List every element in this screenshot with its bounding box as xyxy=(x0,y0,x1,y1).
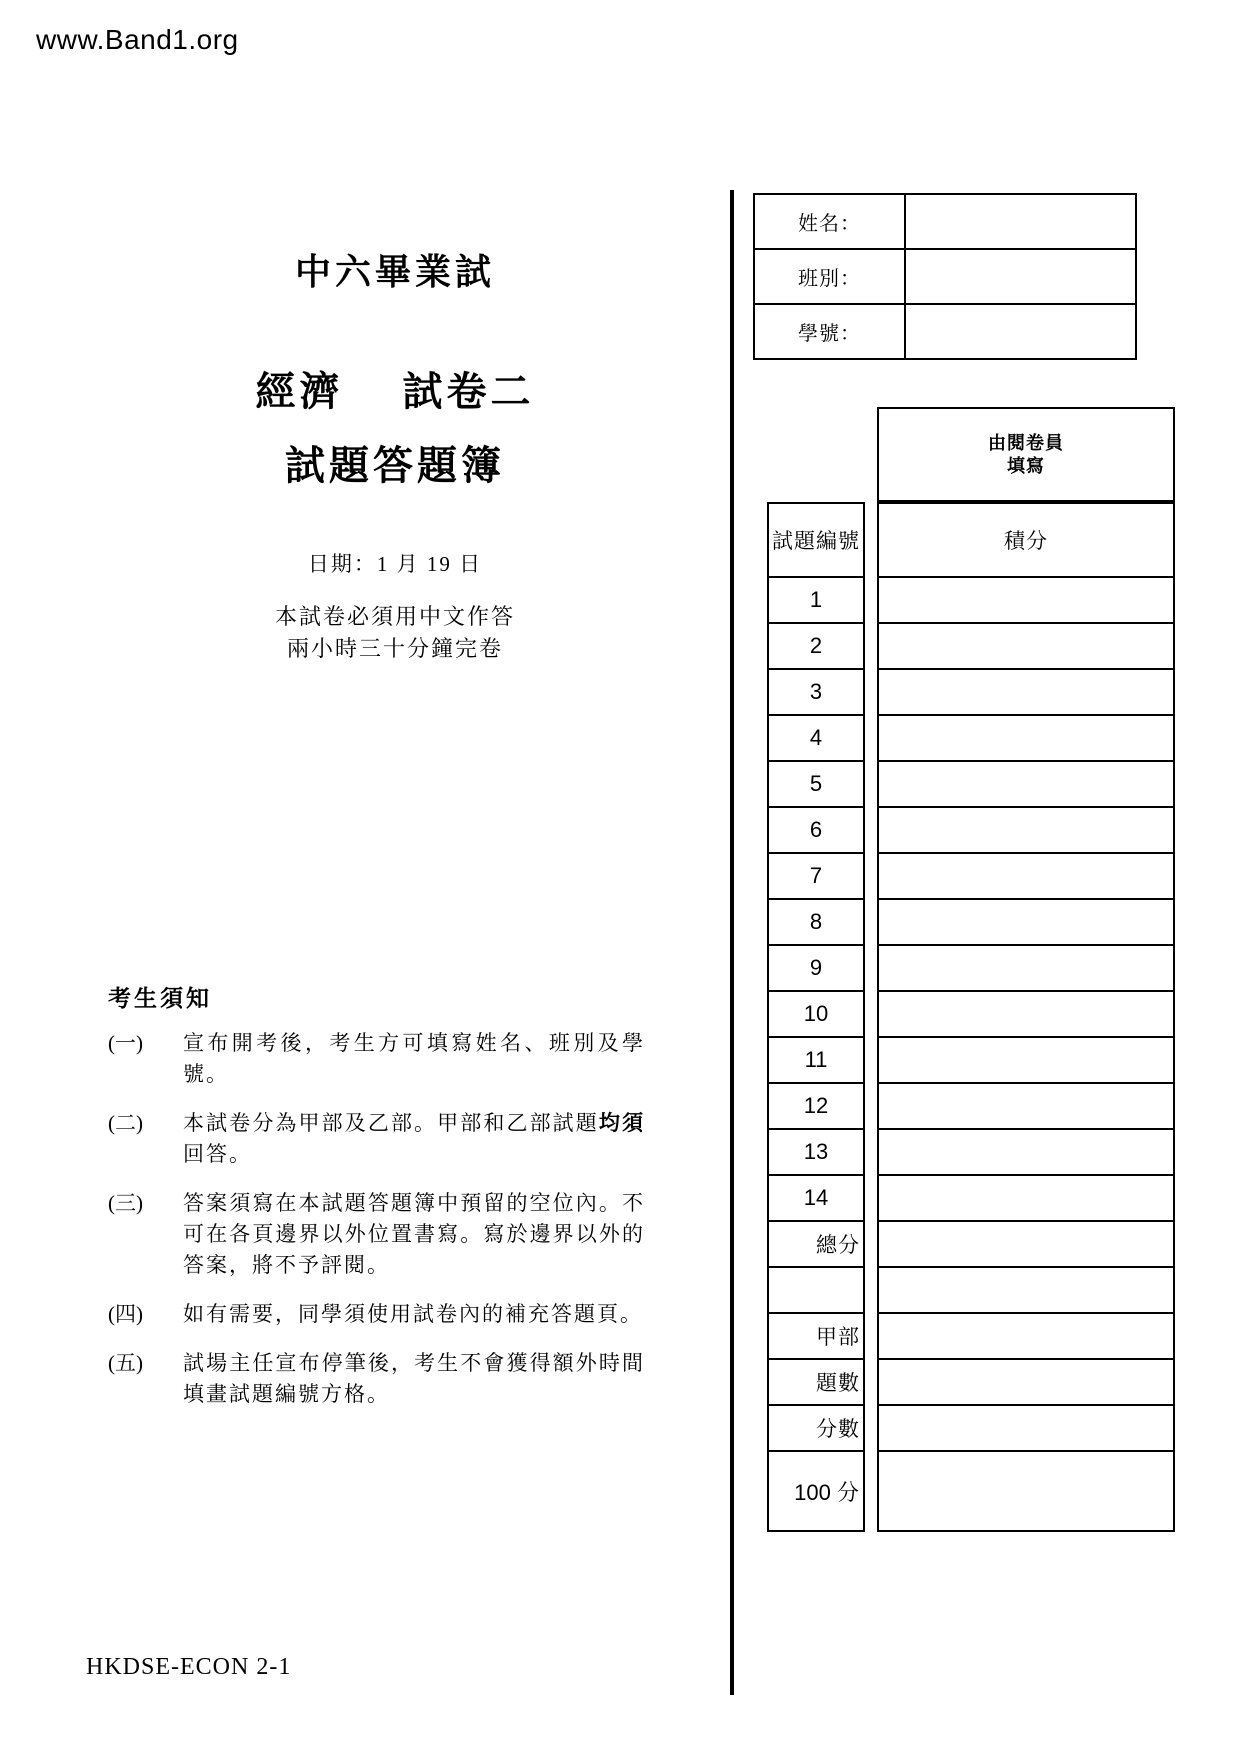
booklet-title: 試題答題簿 xyxy=(285,444,505,488)
student-info-form xyxy=(753,193,1137,360)
instruction-number: (二) xyxy=(108,1111,143,1135)
marks-cell[interactable] xyxy=(879,716,1173,762)
student-field-input-number[interactable] xyxy=(905,304,1136,359)
marks-cell[interactable] xyxy=(879,808,1173,854)
question-row-label: 1 xyxy=(769,578,863,624)
instruction-item-4 xyxy=(108,1299,653,1330)
instruction-plain-text: 如有需要，同學須使用試卷內的補充答題頁。 xyxy=(183,1302,643,1326)
question-col-header: 試題編號 xyxy=(769,504,863,578)
exam-title: 中六畢業試 xyxy=(294,251,495,292)
instruction-text xyxy=(183,1299,645,1330)
marks-cell[interactable] xyxy=(879,1314,1173,1360)
question-number-column xyxy=(767,502,865,1532)
student-field-label-name: 姓名： xyxy=(754,194,905,249)
question-row-label: 2 xyxy=(769,624,863,670)
instruction-item-5 xyxy=(108,1348,653,1410)
grader-fill-header xyxy=(877,407,1175,502)
marks-cell[interactable] xyxy=(879,1176,1173,1222)
marks-cell[interactable] xyxy=(879,1038,1173,1084)
question-row-label: 10 xyxy=(769,992,863,1038)
marks-cell[interactable] xyxy=(879,1406,1173,1452)
instruction-item-1 xyxy=(108,1028,653,1090)
student-form-row xyxy=(754,304,1136,359)
instructions-heading: 考生須知 xyxy=(108,985,212,1011)
student-field-input-class[interactable] xyxy=(905,249,1136,304)
duration-note: 兩小時三十分鐘完卷 xyxy=(286,636,503,661)
question-row-label: 7 xyxy=(769,854,863,900)
instruction-number: (三) xyxy=(108,1191,143,1215)
student-field-input-name[interactable] xyxy=(905,194,1136,249)
grader-fill-line1: 由閱卷員 xyxy=(988,432,1064,453)
question-row-label: 100 分 xyxy=(794,1479,859,1505)
instruction-text xyxy=(183,1108,645,1170)
question-row-label: 總分 xyxy=(769,1222,863,1268)
instruction-plain-text: 答案須寫在本試題答題簿中預留的空位內。不可在各頁邊界以外位置書寫。寫於邊界以外的答案，將不予評閱。 xyxy=(183,1191,645,1277)
instruction-plain-text: 宣布開考後，考生方可填寫姓名、班別及學號。 xyxy=(183,1031,645,1086)
marks-cell[interactable] xyxy=(879,578,1173,624)
question-row-label: 6 xyxy=(769,808,863,854)
marks-cell[interactable] xyxy=(879,992,1173,1038)
marks-cell[interactable] xyxy=(879,854,1173,900)
marks-cell[interactable] xyxy=(879,1452,1173,1530)
marks-cell[interactable] xyxy=(879,1084,1173,1130)
instruction-item-2 xyxy=(108,1108,653,1170)
grader-fill-line2: 填寫 xyxy=(1007,455,1045,476)
question-row-label: 分數 xyxy=(769,1406,863,1452)
instruction-number: (一) xyxy=(108,1031,143,1055)
question-row-label: 4 xyxy=(769,716,863,762)
instruction-number: (四) xyxy=(108,1302,143,1326)
question-row-label: 甲部 xyxy=(769,1314,863,1360)
marks-cell[interactable] xyxy=(879,1268,1173,1314)
instruction-number: (五) xyxy=(108,1351,143,1375)
student-form-row xyxy=(754,194,1136,249)
question-row-label: 9 xyxy=(769,946,863,992)
instruction-item-3 xyxy=(108,1188,653,1281)
site-url: www.Band1.org xyxy=(36,24,239,55)
marks-cell[interactable] xyxy=(879,1130,1173,1176)
question-row-label xyxy=(769,1268,863,1314)
question-row-label: 14 xyxy=(769,1176,863,1222)
marks-cell[interactable] xyxy=(879,1222,1173,1268)
marks-cell[interactable] xyxy=(879,1360,1173,1406)
question-row-label: 5 xyxy=(769,762,863,808)
question-row-label: 8 xyxy=(769,900,863,946)
exam-date: 日期：1 月 19 日 xyxy=(307,552,483,576)
paper-title: 經濟 試卷二 xyxy=(255,370,535,414)
student-form-row xyxy=(754,249,1136,304)
question-row-label: 11 xyxy=(769,1038,863,1084)
marks-cell[interactable] xyxy=(879,624,1173,670)
marks-cell[interactable] xyxy=(879,670,1173,716)
marks-cell[interactable] xyxy=(879,900,1173,946)
instruction-text xyxy=(183,1188,645,1281)
student-field-label-class: 班別： xyxy=(754,249,905,304)
instructions-list xyxy=(108,1028,653,1428)
question-row-label: 12 xyxy=(769,1084,863,1130)
instruction-plain-text: 本試卷分為甲部及乙部。甲部和乙部試題 xyxy=(183,1111,599,1135)
paper-code: HKDSE-ECON 2-1 xyxy=(86,1654,292,1680)
question-row-label: 3 xyxy=(769,670,863,716)
instruction-bold-text: 均須 xyxy=(598,1111,646,1135)
language-note: 本試卷必須用中文作答 xyxy=(274,604,515,629)
instruction-plain-text: 回答。 xyxy=(183,1142,252,1166)
marks-cell[interactable] xyxy=(879,762,1173,808)
question-row-label: 13 xyxy=(769,1130,863,1176)
instruction-text xyxy=(183,1028,645,1090)
marks-column xyxy=(877,502,1175,1532)
marks-col-header: 積分 xyxy=(879,504,1173,578)
student-field-label-number: 學號： xyxy=(754,304,905,359)
instruction-plain-text: 試場主任宣布停筆後，考生不會獲得額外時間填畫試題編號方格。 xyxy=(183,1351,645,1406)
instruction-text xyxy=(183,1348,645,1410)
question-row-label: 題數 xyxy=(769,1360,863,1406)
marks-cell[interactable] xyxy=(879,946,1173,992)
